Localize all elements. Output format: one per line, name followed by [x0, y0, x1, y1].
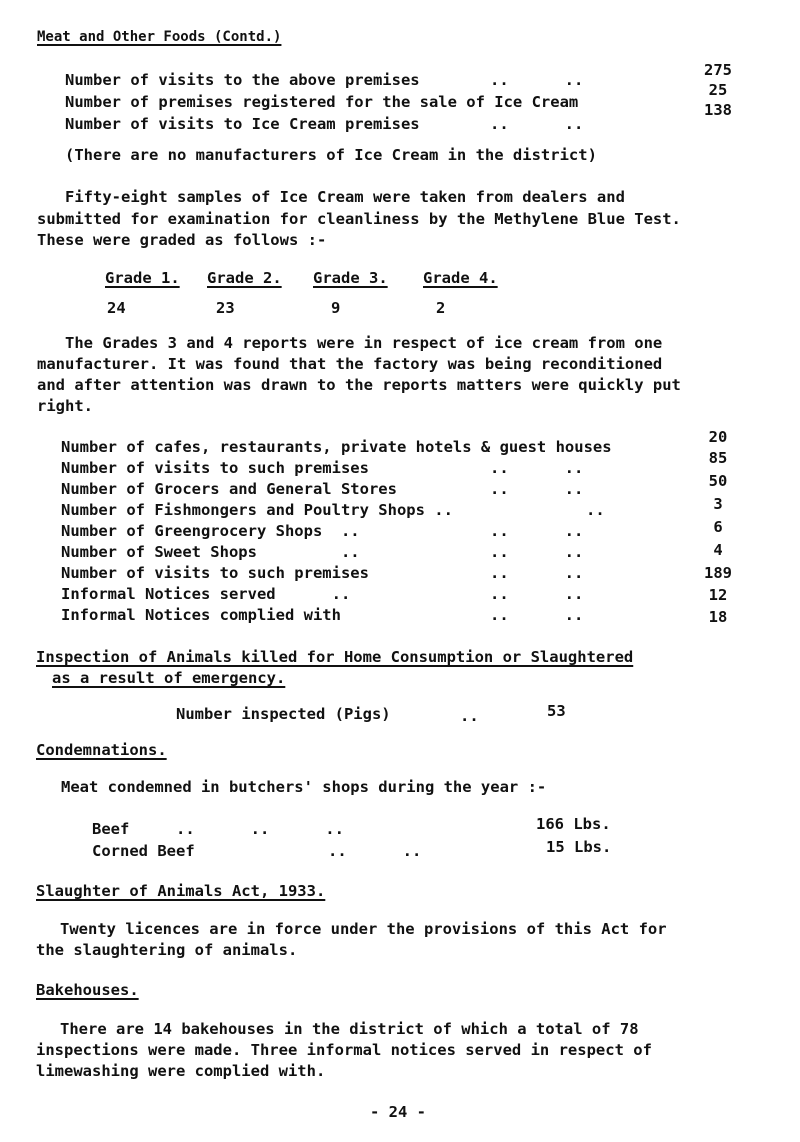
list-item-label: Number of visits to the above premises [65, 71, 420, 89]
list-item-value: 50 [708, 472, 728, 490]
list-item-value: 85 [708, 449, 728, 467]
list-item-label: Number of Greengrocery Shops .. [61, 522, 360, 540]
list-item-label: Number of visits to Ice Cream premises [65, 115, 420, 133]
paragraph-line: limewashing were complied with. [36, 1062, 326, 1080]
list-item-label: Number of Grocers and General Stores [61, 480, 397, 498]
note: (There are no manufacturers of Ice Cream in the district) [65, 146, 597, 164]
list-item-label: Informal Notices served .. [61, 585, 351, 603]
list-item-value: 6 [713, 518, 723, 536]
list-item-value: 53 [547, 702, 566, 720]
paragraph-line: The Grades 3 and 4 reports were in respect of ice cream from one [65, 334, 663, 352]
list-item-value: 18 [708, 608, 728, 626]
leader-dots: .. .. [490, 606, 584, 624]
leader-dots: .. .. [490, 522, 584, 540]
leader-dots: .. .. [490, 115, 584, 133]
list-item-value: 15 Lbs. [546, 838, 612, 856]
paragraph-line: Meat condemned in butchers' shops during the year :- [61, 778, 547, 796]
grade-value: 9 [331, 299, 341, 317]
leader-dots: .. [586, 501, 605, 519]
list-item-label: Informal Notices complied with [61, 606, 341, 624]
grade-label: Grade 3. [313, 269, 388, 287]
grade-value: 23 [216, 299, 235, 317]
leader-dots: .. .. [490, 71, 584, 89]
leader-dots: .. .. [490, 480, 584, 498]
paragraph-line: These were graded as follows :- [37, 231, 327, 249]
section-heading: Condemnations. [36, 741, 167, 759]
list-item-label: Corned Beef [92, 842, 195, 860]
section-heading: Inspection of Animals killed for Home Consumption or Slaughtered [36, 648, 634, 666]
paragraph-line: Twenty licences are in force under the provisions of this Act for [60, 920, 667, 938]
page-number: - 24 - [370, 1103, 426, 1121]
leader-dots: .. .. [490, 543, 584, 561]
leader-dots: .. .. [490, 585, 584, 603]
list-item-value: 12 [708, 586, 728, 604]
section-heading: Slaughter of Animals Act, 1933. [36, 882, 326, 900]
paragraph-line: right. [37, 397, 93, 415]
list-item-value: 4 [713, 541, 723, 559]
list-item-value: 20 [708, 428, 728, 446]
section-heading: as a result of emergency. [52, 669, 286, 687]
paragraph-line: and after attention was drawn to the reports matters were quickly put [37, 376, 681, 394]
paragraph-line: submitted for examination for cleanliness by the Methylene Blue Test. [37, 210, 681, 228]
list-item-label: Number of Fishmongers and Poultry Shops .. [61, 501, 453, 519]
list-item-value: 3 [713, 495, 723, 513]
list-item-label: Number of visits to such premises [61, 564, 369, 582]
list-item-value: 138 [704, 101, 732, 119]
paragraph-line: manufacturer. It was found that the factory was being reconditioned [37, 355, 663, 373]
list-item-value: 275 [704, 61, 732, 79]
grade-label: Grade 1. [105, 269, 180, 287]
list-item-label: Number of Sweet Shops .. [61, 543, 360, 561]
leader-dots: .. .. [490, 564, 584, 582]
leader-dots: .. .. [490, 459, 584, 477]
leader-dots: .. .. [328, 842, 422, 860]
list-item-label: Number of premises registered for the sale of Ice Cream [65, 93, 579, 111]
list-item-value: 189 [704, 564, 732, 582]
grade-value: 24 [107, 299, 126, 317]
list-item-label: Number of visits to such premises [61, 459, 369, 477]
section-heading: Bakehouses. [36, 981, 139, 999]
list-item-value: 166 Lbs. [536, 815, 611, 833]
leader-dots: .. [460, 707, 479, 725]
section-header: Meat and Other Foods (Contd.) [37, 29, 282, 45]
paragraph-line: inspections were made. Three informal notices served in respect of [36, 1041, 652, 1059]
list-item-label: Beef [92, 820, 130, 838]
paragraph-line: Fifty-eight samples of Ice Cream were taken from dealers and [65, 188, 625, 206]
leader-dots: .. .. .. [176, 820, 344, 838]
list-item-label: Number of cafes, restaurants, private hotels & guest houses [61, 438, 612, 456]
grade-value: 2 [436, 299, 446, 317]
grade-label: Grade 2. [207, 269, 282, 287]
list-item-label: Number inspected (Pigs) [176, 705, 391, 723]
grade-label: Grade 4. [423, 269, 498, 287]
paragraph-line: There are 14 bakehouses in the district of which a total of 78 [60, 1020, 639, 1038]
paragraph-line: the slaughtering of animals. [36, 941, 298, 959]
list-item-value: 25 [708, 81, 728, 99]
